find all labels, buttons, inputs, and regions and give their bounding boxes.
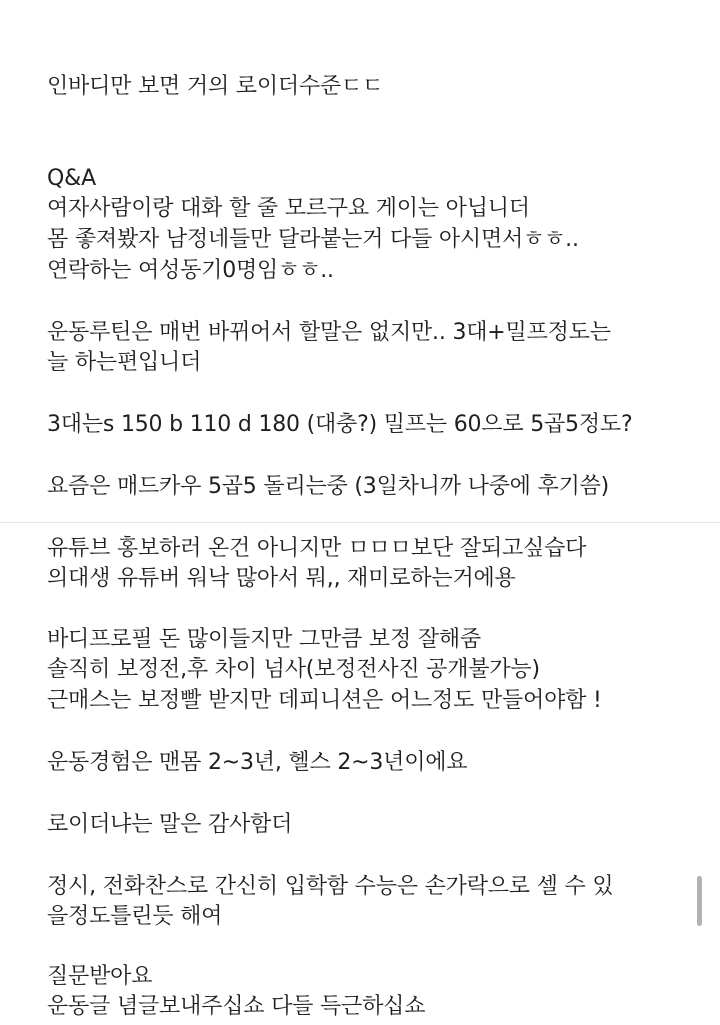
post-line: 인바디만 보면 거의 로이더수준ㄷㄷ: [47, 74, 384, 99]
post-line: 솔직히 보정전,후 차이 넘사(보정전사진 공개불가능): [47, 657, 540, 682]
post-line: 을정도틀린듯 해여: [47, 904, 223, 929]
post-line: 근매스는 보정빨 받지만 데피니션은 어느정도 만들어야함 !: [47, 688, 602, 713]
post-line: 늘 하는편입니더: [47, 350, 202, 375]
post-line: 여자사람이랑 대화 할 줄 모르구요 게이는 아닙니더: [47, 196, 530, 221]
post-line: 운동경험은 맨몸 2~3년, 헬스 2~3년이에요: [47, 750, 468, 775]
divider: [0, 522, 720, 523]
post-line: Q&A: [47, 166, 96, 191]
scrollbar[interactable]: [697, 876, 702, 926]
post-line: 의대생 유튜버 워낙 많아서 뭐,, 재미로하는거에용: [47, 566, 516, 591]
post-line: 질문받아요: [47, 964, 153, 989]
post-line: 연락하는 여성동기0명임ㅎㅎ..: [47, 258, 334, 283]
post-line: 3대는s 150 b 110 d 180 (대충?) 밀프는 60으로 5곱5정도?: [47, 412, 633, 437]
post-line: 유튜브 홍보하러 온건 아니지만 ㅁㅁㅁ보단 잘되고싶습다: [47, 536, 587, 561]
post-line: 정시, 전화찬스로 간신히 입학함 수능은 손가락으로 셀 수 있: [47, 874, 614, 899]
post-line: 운동글 념글보내주십쇼 다들 득근하십쇼: [47, 994, 426, 1019]
post-line: 몸 좋져봤자 남정네들만 달라붙는거 다들 아시면서ㅎㅎ..: [47, 227, 579, 252]
post-line: 바디프로필 돈 많이들지만 그만큼 보정 잘해줌: [47, 627, 481, 652]
post-line: 운동루틴은 매번 바뀌어서 할말은 없지만.. 3대+밀프정도는: [47, 320, 611, 345]
post-line: 로이더냐는 말은 감사함더: [47, 812, 293, 837]
post-line: 요즘은 매드카우 5곱5 돌리는중 (3일차니까 나중에 후기씀): [47, 474, 610, 499]
